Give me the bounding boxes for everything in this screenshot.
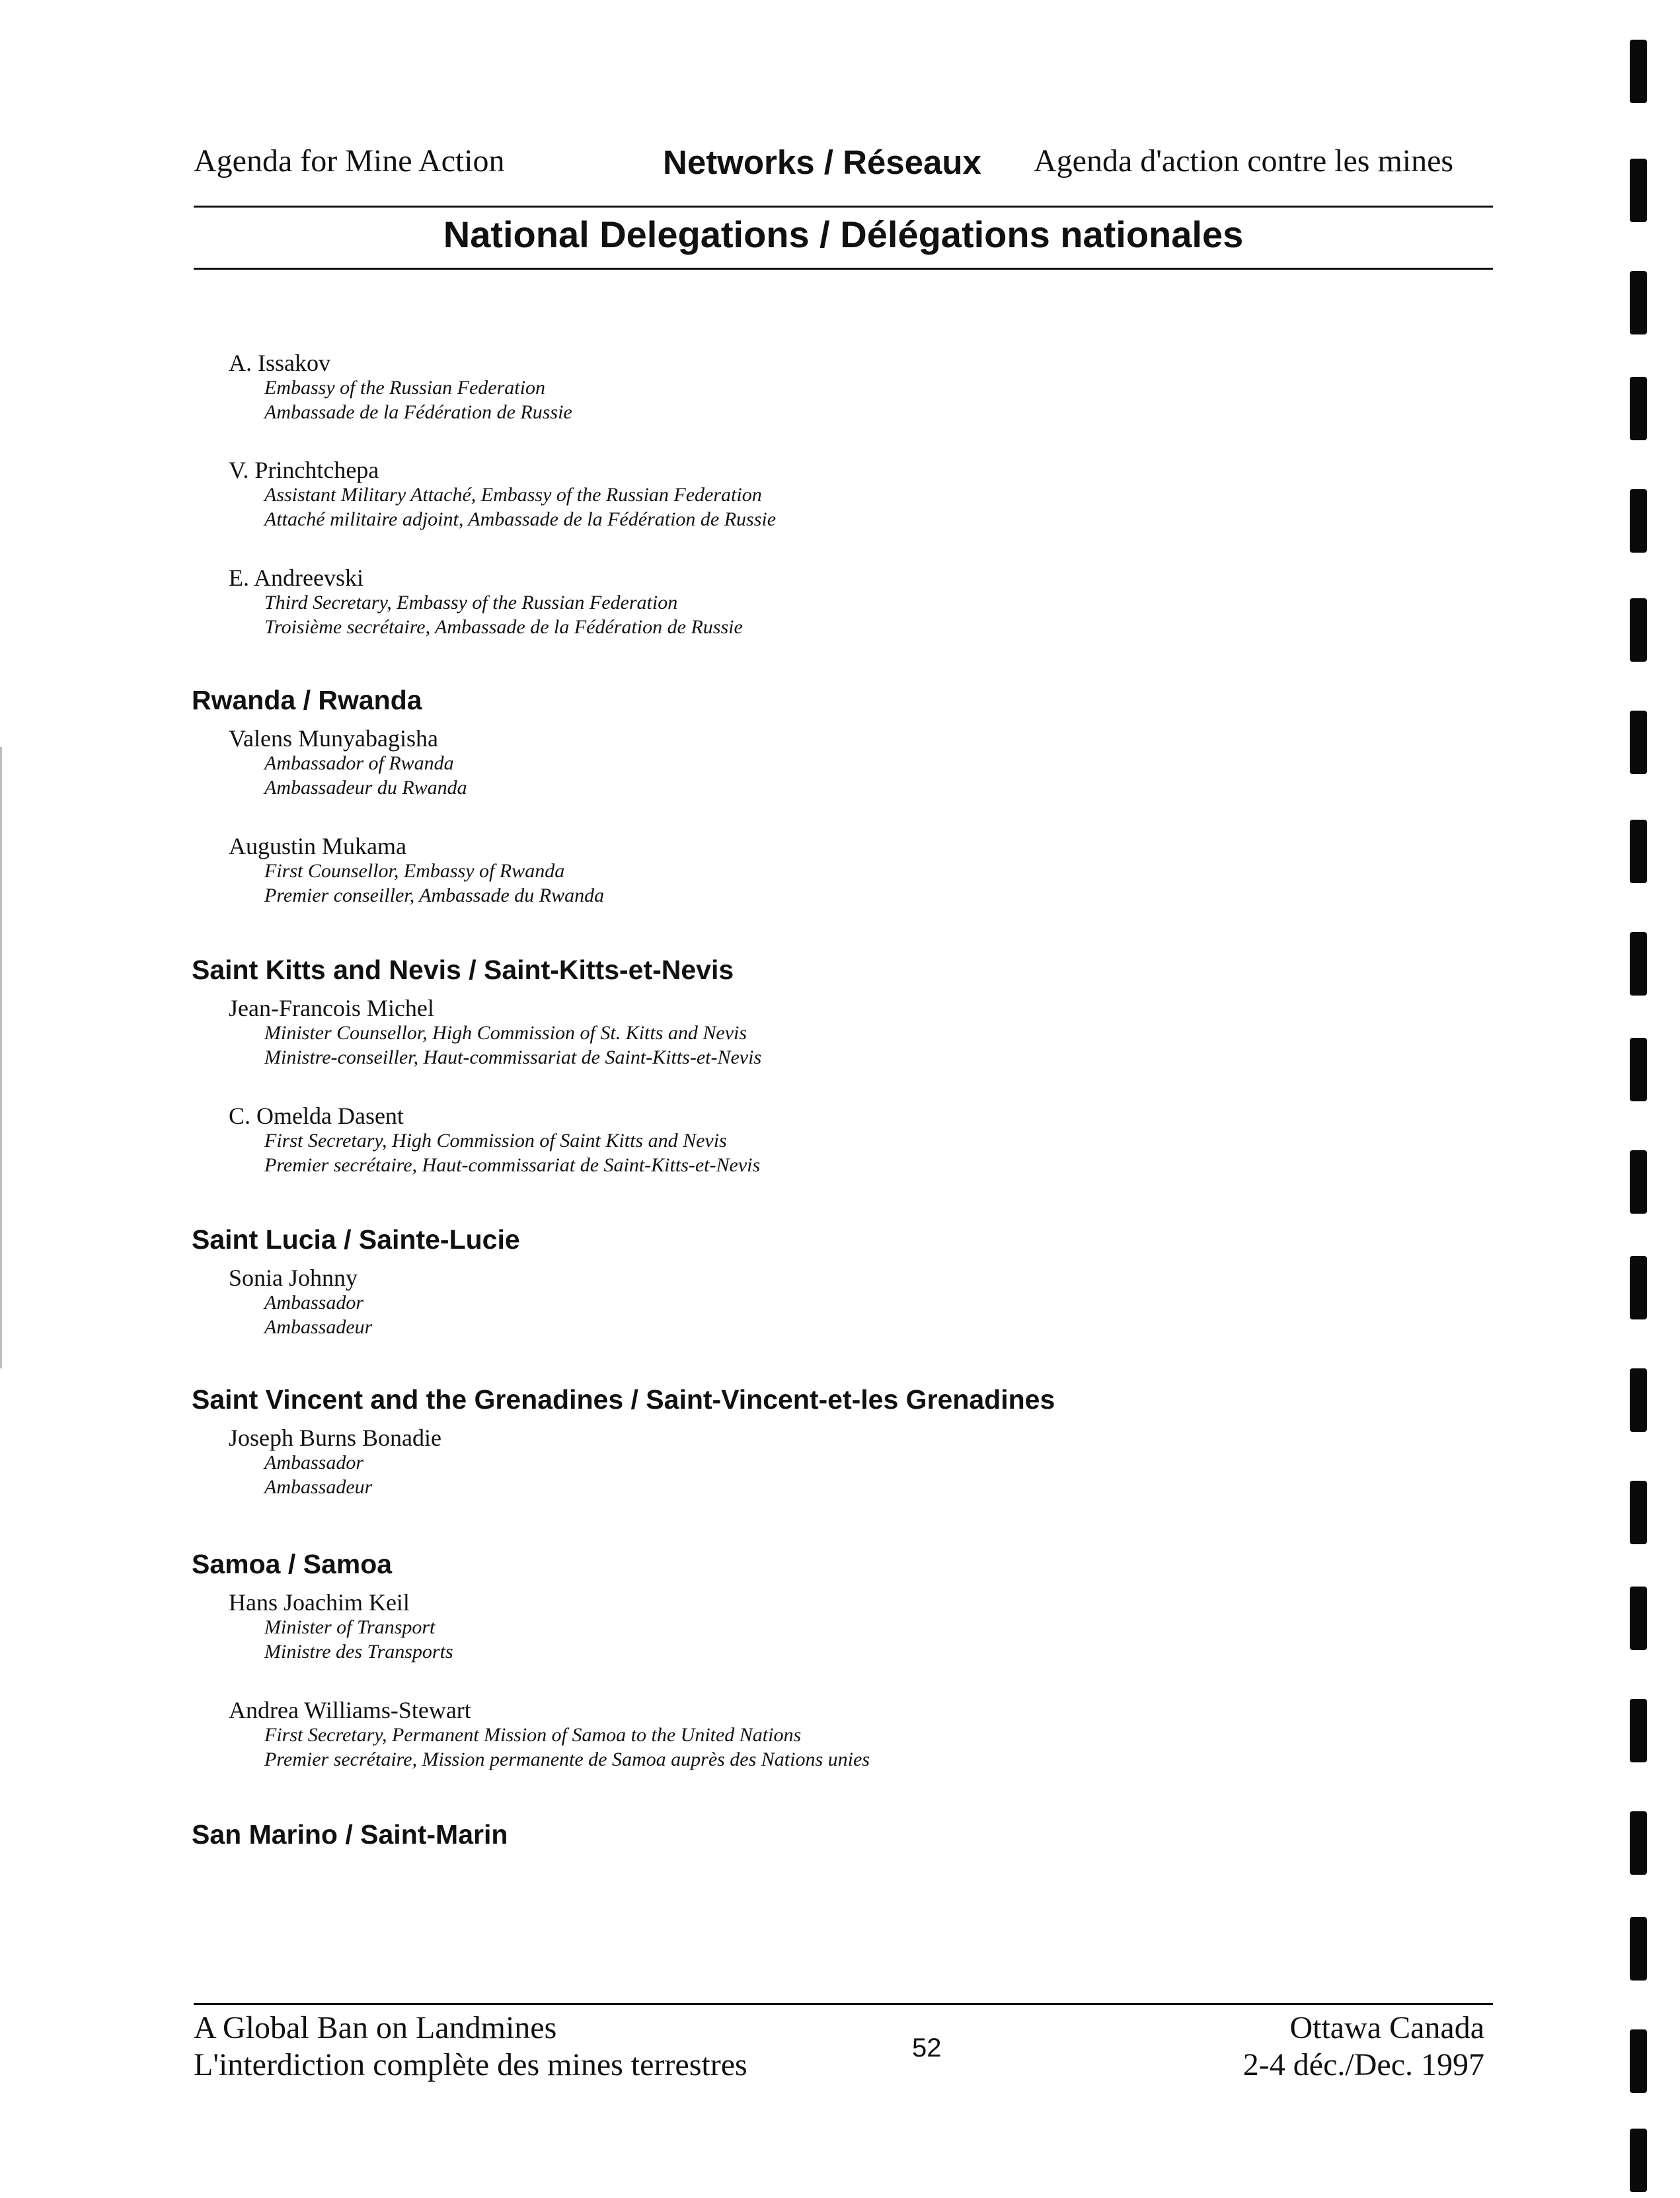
delegate-name: Andrea Williams-Stewart (229, 1697, 471, 1723)
binder-hole-mark (1630, 2129, 1647, 2192)
delegate-name: Valens Munyabagisha (229, 725, 438, 752)
delegate-name: E. Andreevski (229, 565, 363, 591)
footer-right-line2: 2-4 déc./Dec. 1997 (1242, 2047, 1484, 2082)
delegate-name: Augustin Mukama (229, 833, 406, 859)
delegate-entry (229, 996, 761, 1070)
footer-right-line1: Ottawa Canada (1289, 2010, 1484, 2045)
delegate-title-en: Third Secretary, Embassy of the Russian Federation (264, 592, 678, 613)
delegate-title-en: First Secretary, High Commission of Saint Kitts and Nevis (264, 1130, 727, 1152)
delegate-entry (229, 1698, 870, 1772)
delegate-name: A. Issakov (229, 350, 330, 376)
delegate-name: C. Omelda Dasent (229, 1103, 404, 1129)
binder-hole-mark (1630, 1256, 1647, 1319)
delegate-entry (229, 458, 776, 531)
delegate-title-fr: Ministre-conseiller, Haut-commissariat de Saint-Kitts-et-Nevis (264, 1046, 762, 1068)
binder-hole-mark (1630, 40, 1647, 103)
delegate-entry (229, 834, 604, 908)
binder-hole-mark (1630, 1811, 1647, 1875)
header-left-title: Agenda for Mine Action (194, 143, 505, 178)
country-heading: Saint Lucia / Sainte-Lucie (192, 1224, 520, 1255)
binder-hole-mark (1630, 1150, 1647, 1214)
delegate-entry (229, 1266, 372, 1339)
binder-hole-mark (1630, 1587, 1647, 1650)
delegate-entry (229, 566, 743, 639)
binder-hole-mark (1630, 1038, 1647, 1101)
header-right-title: Agenda d'action contre les mines (1034, 143, 1454, 178)
delegate-title-en: First Secretary, Permanent Mission of Samoa to the United Nations (264, 1724, 802, 1746)
country-heading: Rwanda / Rwanda (192, 685, 422, 715)
binder-hole-mark (1630, 271, 1647, 334)
delegate-entry (229, 1426, 441, 1499)
country-heading: San Marino / Saint-Marin (192, 1819, 508, 1850)
binder-hole-mark (1630, 1917, 1647, 1981)
delegate-entry (229, 351, 572, 424)
country-heading: Saint Kitts and Nevis / Saint-Kitts-et-Nevis (192, 955, 734, 985)
delegate-title-en: Ambassador (264, 1452, 364, 1473)
delegate-title-en: Assistant Military Attaché, Embassy of the Russian Federation (264, 484, 762, 506)
delegate-title-fr: Premier conseiller, Ambassade du Rwanda (264, 884, 605, 906)
binder-hole-mark (1630, 489, 1647, 553)
delegate-title-fr: Ambassadeur (264, 1476, 373, 1498)
delegate-title-fr: Ambassade de la Fédération de Russie (264, 401, 572, 423)
header-rule-top (194, 206, 1493, 208)
binder-hole-mark (1630, 1481, 1647, 1544)
binder-hole-mark (1630, 1699, 1647, 1762)
binder-hole-mark (1630, 159, 1647, 222)
binder-hole-mark (1630, 2029, 1647, 2093)
delegate-title-fr: Ambassadeur du Rwanda (264, 777, 467, 799)
binder-hole-mark (1630, 598, 1647, 662)
delegate-title-fr: Premier secrétaire, Haut-commissariat de Saint-Kitts-et-Nevis (264, 1154, 761, 1176)
delegate-title-fr: Attaché militaire adjoint, Ambassade de la Fédération de Russie (264, 508, 777, 530)
delegate-name: Sonia Johnny (229, 1265, 358, 1291)
binder-hole-mark (1630, 1368, 1647, 1432)
delegate-title-en: Ambassador (264, 1292, 364, 1314)
delegate-title-en: Embassy of the Russian Federation (264, 377, 545, 399)
delegate-title-fr: Troisième secrétaire, Ambassade de la Fédération de Russie (264, 616, 743, 638)
footer-rule (194, 2003, 1493, 2005)
header-rule-bottom (194, 268, 1493, 270)
binder-hole-mark (1630, 932, 1647, 996)
delegate-name: Hans Joachim Keil (229, 1589, 410, 1616)
delegate-title-en: Ambassador of Rwanda (264, 752, 454, 774)
page-number: 52 (912, 2033, 942, 2062)
delegate-title-en: First Counsellor, Embassy of Rwanda (264, 860, 565, 882)
delegate-title-en: Minister of Transport (264, 1616, 436, 1638)
delegate-title-fr: Ambassadeur (264, 1316, 373, 1338)
delegate-entry (229, 1104, 760, 1177)
delegate-entry (229, 1590, 453, 1664)
country-heading: Samoa / Samoa (192, 1549, 393, 1579)
header-section-title: Networks / Réseaux (663, 143, 981, 181)
delegate-entry (229, 726, 467, 800)
binder-hole-mark (1630, 820, 1647, 883)
footer-left-line2: L'interdiction complète des mines terrestres (194, 2047, 747, 2082)
delegate-name: Jean-Francois Michel (229, 995, 434, 1021)
page-title: National Delegations / Délégations nationales (443, 214, 1244, 255)
delegate-title-en: Minister Counsellor, High Commission of St. Kitts and Nevis (264, 1022, 747, 1044)
scan-spine-line (0, 747, 2, 1368)
binder-hole-mark (1630, 711, 1647, 774)
binder-hole-mark (1630, 377, 1647, 440)
delegate-title-fr: Premier secrétaire, Mission permanente de Samoa auprès des Nations unies (264, 1748, 870, 1770)
footer-left-line1: A Global Ban on Landmines (194, 2010, 557, 2045)
delegate-name: V. Princhtchepa (229, 457, 379, 483)
country-heading: Saint Vincent and the Grenadines / Saint-Vincent-et-les Grenadines (192, 1384, 1055, 1415)
delegate-title-fr: Ministre des Transports (264, 1641, 453, 1663)
delegate-name: Joseph Burns Bonadie (229, 1425, 441, 1451)
